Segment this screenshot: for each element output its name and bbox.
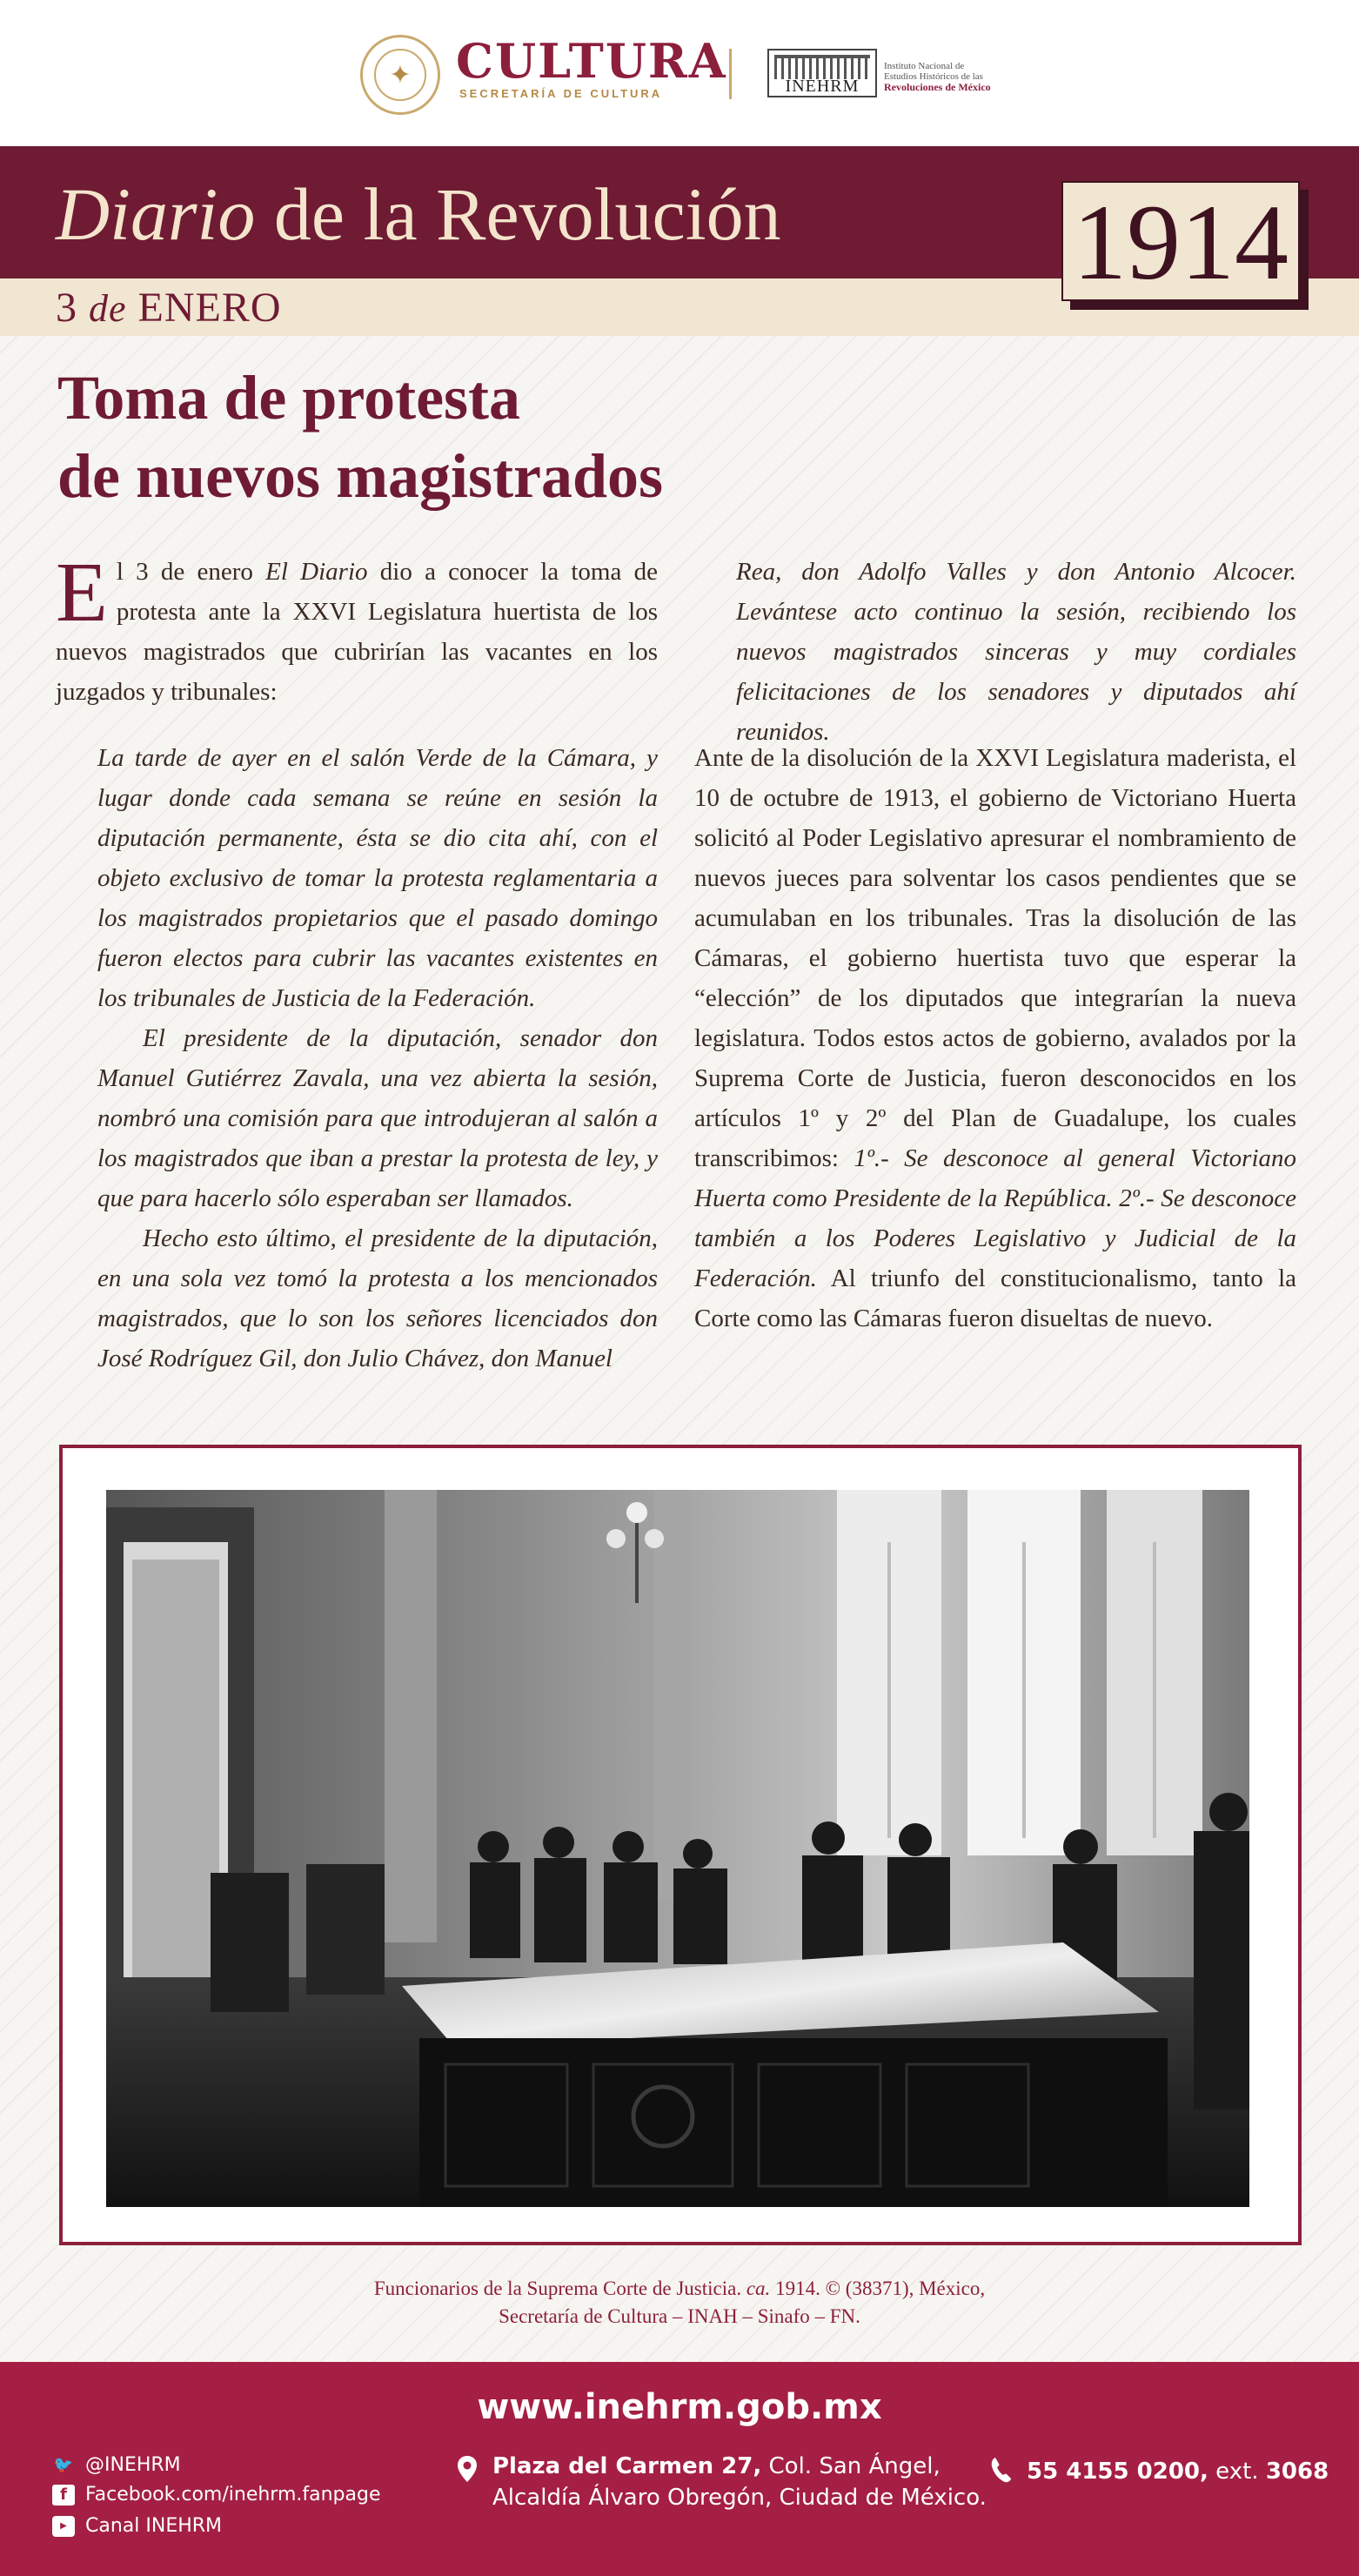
historical-photo [106,1490,1249,2207]
diario-title [56,171,781,258]
phone-main: 55 4155 0200, [1027,2459,1208,2485]
drop-cap: E [56,546,108,640]
date-de: de [89,287,127,330]
inehrm-logo [767,49,877,97]
youtube-link[interactable] [52,2513,222,2539]
intro-newspaper-name: El Diario [265,558,368,586]
building-icon [774,55,870,79]
cultura-logo-text: CULTURA [456,33,727,89]
inehrm-line-1: Instituto Nacional de [884,61,965,71]
year-label: 1914 [1073,183,1289,302]
inehrm-line-3: Revoluciones de México [884,81,991,93]
quote-paragraph-2: El presidente de la diputación, senador don Manuel Gutiérrez Zavala, una vez abierta la sesión, nombró una comisión para que introdujeran al salón a los magistrados que iban a prestar la protesta de ley, y que para hacerlo sólo esperaban ser llamados. [97,1024,658,1212]
date-month: ENERO [137,285,282,331]
body-text-b: Al triunfo del constitucionalismo, tanto la Corte como las Cámaras fueron disueltas de nuevo. [694,1265,1296,1332]
quote-paragraph-3: Hecho esto último, el presidente de la diputación, en una sola vez tomó la protesta a los mencionados magistrados, que lo son los señores licenciados don José Rodríguez Gil, don Julio Chávez, don Manuel [97,1224,658,1372]
quote-continuation-text: Rea, don Adolfo Valles y don Antonio Alcocer. Levántese acto continuo la sesión, recibiendo los nuevos magistrados sinceras y muy cordiales felicitaciones de los senadores y diputados ahí reunidos. [736,558,1296,746]
facebook-url: Facebook.com/inehrm.fanpage [85,2484,381,2506]
top-logo-bar [0,0,1359,146]
diario-title-rest: de la Revolución [255,172,781,256]
address-line-2: Alcaldía Álvaro Obregón, Ciudad de México. [492,2485,987,2511]
phone-icon [990,2456,1013,2484]
caption-part-1: Funcionarios de la Suprema Corte de Justicia. [373,2277,746,2299]
twitter-handle: @INEHRM [85,2454,181,2476]
body-paragraph [694,738,1296,1338]
logo-divider [729,49,732,99]
address [492,2451,987,2513]
quote-paragraph-1: La tarde de ayer en el salón Verde de la Cámara, y lugar donde cada semana se reúne en sesión la diputación permanente, ésta se dio cita ahí, con el objeto exclusivo de tomar la protesta reglamentaria a los magistrados propietarios que el pasado domingo fueron electos para cubrir las vacantes existentes en los tribunales de Justicia de la Federación. [97,744,658,1012]
caption-line-1 [0,2275,1359,2303]
facebook-icon: f [52,2485,75,2506]
caption-circa: ca. [746,2277,771,2299]
article-body [694,738,1296,1338]
youtube-icon: ▶ [52,2516,75,2537]
inehrm-logo-text: INEHRM [785,77,860,96]
photo-caption [0,2275,1359,2331]
coat-of-arms-seal-icon [360,35,440,115]
body-text-a: Ante de la disolución de la XXVI Legislatura maderista, el 10 de octubre de 1913, el gobierno de Victoriano Huerta solicitó al Poder Legislativo apresurar el nombramiento de nuevos jueces para solventar los casos pendientes que se acumulaban en los tribunales. Tras la disolución de las Cámaras, el gobierno huertista tuvo que esperar la “elección” de los diputados que integrarían la nueva legislatura. Todos estos actos de gobierno, avalados por la Suprema Corte de Justicia, fueron desconocidos en los artículos 1º y 2º del Plan de Guadalupe, los cuales transcribimos: [694,744,1296,1172]
website-link[interactable]: www.inehrm.gob.mx [477,2387,882,2427]
cultura-logo-subtitle: SECRETARÍA DE CULTURA [459,87,663,100]
address-line-1 [492,2451,987,2482]
caption-line-2: Secretaría de Cultura – INAH – Sinafo – FN. [499,2305,860,2327]
intro-text-b: dio a conocer la toma de protesta ante la XXVI Legislatura huertista de los nuevos magistrados que cubrirían las vacantes en los juzgados y tribunales: [56,558,658,706]
address-colonia: Col. San Ángel, [761,2453,941,2479]
caption-part-2: 1914. © (38371), México, [770,2277,986,2299]
twitter-icon: 🐦 [53,2456,74,2474]
date-label [56,284,282,333]
phone-extension: 3068 [1265,2459,1329,2485]
eagle-icon: ✦ [374,49,426,101]
article-quote [97,738,658,1379]
intro-paragraph [56,546,658,712]
inehrm-line-2: Estudios Históricos de las [884,71,983,82]
twitter-link[interactable] [52,2452,181,2479]
article-headline [57,359,663,515]
youtube-channel: Canal INEHRM [85,2515,223,2537]
year-box [1061,181,1300,301]
facebook-link[interactable] [52,2482,381,2508]
body-plan-quote: 1º.- Se desconoce al general Victoriano Huerta como Presidente de la República. 2º.- Se desconoce también a los Poderes Legislativo y Judicial de la Federación. [694,1144,1297,1292]
location-pin-icon [458,2456,477,2482]
diario-title-italic: Diario [56,172,256,256]
phone-ext-label: ext. [1208,2459,1266,2485]
quote-continuation [736,552,1296,752]
headline-line-1: Toma de protesta [57,363,521,433]
date-day: 3 [56,285,77,331]
headline-line-2: de nuevos magistrados [57,441,664,511]
article-intro [56,546,658,712]
intro-text-a: l 3 de enero [116,558,266,586]
phone-number[interactable] [1027,2456,1329,2487]
address-street: Plaza del Carmen 27, [492,2453,762,2479]
courtroom-photo-image [106,1490,1249,2207]
inehrm-institute-name [884,61,991,92]
